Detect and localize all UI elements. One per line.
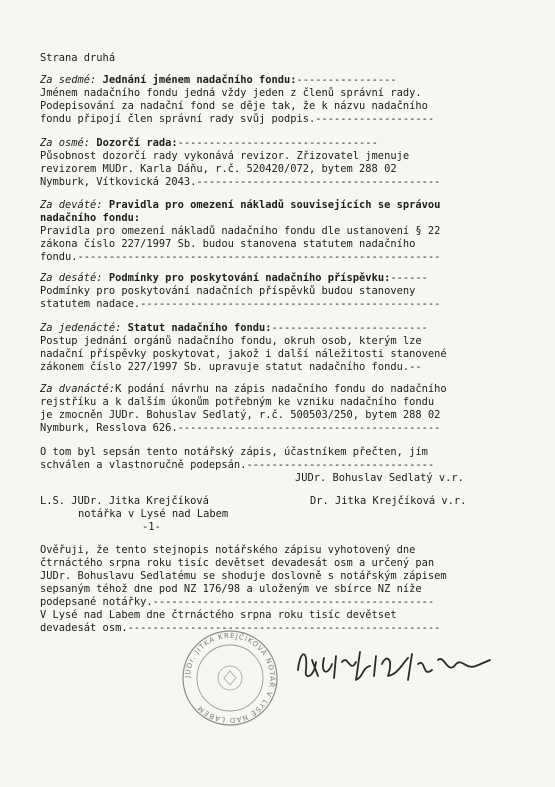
section-9-title: Pravidla pro omezení nákladů souvisejících se správou <box>108 199 441 211</box>
section-7-label: Za sedmé: <box>40 74 97 86</box>
section-7-line-3: fondu připojí člen správní rady svůj podpis.------------------- <box>40 113 435 125</box>
section-12-title: K podání návrhu na zápis nadačního fondu do nadačního <box>115 383 447 395</box>
section-7-line-2: Podepisování za nadační fond se děje tak, že k názvu nadačního <box>40 100 428 112</box>
section-12-line-3: Nymburk, Resslova 626.------------------------------------------ <box>40 422 441 434</box>
closing-line-1: O tom byl sepsán tento notářský zápis, účastníkem přečten, jím <box>40 446 428 458</box>
section-10-line-1: Podmínky pro poskytování nadačních příspěvků budou stanoveny <box>40 285 416 297</box>
verification-line-2: čtrnáctého srpna roku tisíc devětset devadesát osm a určený pan <box>40 557 435 569</box>
verification-line-1: Ověřuji, že tento stejnopis notářského zápisu vyhotovený dne <box>40 544 416 556</box>
verification-line-6: V Lysé nad Labem dne čtrnáctého srpna roku tisíc devětset <box>40 609 397 621</box>
section-12-label: Za dvanácté: <box>40 383 116 395</box>
verification-line-4: sepsaným téhož dne pod NZ 176/98 a uloženým ve sbírce NZ níže <box>40 583 422 595</box>
section-12-line-2: je zmocněn JUDr. Bohuslav Sedlatý, r.č. 500503/250, bytem 288 02 <box>40 409 441 421</box>
section-8-title: Dozorčí rada: <box>96 137 178 149</box>
section-11-line-3: zákonem číslo 227/1997 Sb. upravuje statut nadačního fondu.-- <box>40 361 422 373</box>
section-8-line-2: revizorem MUDr. Karla Dáňu, r.č. 520420/072, bytem 288 02 <box>40 163 397 175</box>
section-12-line-1: rejstříku a k dalším úkonům potřebným ke vzniku nadačního fondu <box>40 396 435 408</box>
verification-line-5: podepsané notářky.--------------------------------------------- <box>40 596 435 608</box>
section-10-label: Za desáté: <box>40 272 103 284</box>
section-12-heading <box>40 383 526 396</box>
verification-line-3: JUDr. Bohuslavu Sedlatému se shoduje doslovně s notářským zápisem <box>40 570 447 582</box>
section-11-title: Statut nadačního fondu: <box>127 322 272 334</box>
section-11-line-1: Postup jednání orgánů nadačního fondu, okruh osob, kterým lze <box>40 335 422 347</box>
signature-left-2: notářka v Lysé nad Labem <box>78 508 229 520</box>
page-number: -1- <box>142 521 161 533</box>
section-10-heading: Za desáté: Podmínky pro poskytování nadačního příspěvku:------ <box>40 272 428 284</box>
closing-signer: JUDr. Bohuslav Sedlatý v.r. <box>295 472 464 484</box>
section-9-line-1: Pravidla pro omezení nákladů nadačního fondu dle ustanovení § 22 <box>40 225 441 237</box>
closing-line-2: schválen a vlastnoručně podepsán.------------------------------ <box>40 459 435 471</box>
verification-line-7: devadesát osm.-------------------------------------------------- <box>40 622 441 634</box>
section-9-line-2: zákona číslo 227/1997 Sb. budou stanovena statutem nadačního <box>40 238 416 250</box>
signature-right: Dr. Jitka Krejčíková v.r. <box>310 495 467 507</box>
section-9-title-cont: nadačního fondu: <box>40 212 141 224</box>
page-label: Strana druhá <box>40 52 116 64</box>
section-10-title: Podmínky pro poskytování nadačního příspěvku: <box>108 272 391 284</box>
stamp-text: JUDr. JITKA KREJČÍKOVÁ NOTÁŘ V LYSÉ NAD LABEM <box>183 631 277 725</box>
section-11-heading: Za jedenácté: Statut nadačního fondu:------------------------- <box>40 322 428 334</box>
section-11-label: Za jedenácté: <box>40 322 122 334</box>
section-7-heading: Za sedmé: Jednání jménem nadačního fondu:---------------- <box>40 74 397 86</box>
section-8-line-3: Nymburk, Vítkovická 2043.--------------------------------------- <box>40 176 441 188</box>
section-11-line-2: nadační příspěvky poskytovat, jakož i další náležitosti stanovené <box>40 348 447 360</box>
section-7-title: Jednání jménem nadačního fondu: <box>102 74 297 86</box>
handwritten-signature <box>290 640 500 690</box>
section-9-label: Za deváté: <box>40 199 103 211</box>
section-8-line-1: Působnost dozorčí rady vykonává revizor. Zřizovatel jmenuje <box>40 150 410 162</box>
section-9-line-3: fondu.---------------------------------------------------------- <box>40 251 441 263</box>
section-9-heading <box>40 199 526 212</box>
section-10-line-2: statutem nadace.------------------------------------------------ <box>40 298 441 310</box>
signature-left-1: L.S. JUDr. Jitka Krejčíková <box>40 495 209 507</box>
section-8-label: Za osmé: <box>40 137 91 149</box>
section-8-heading: Za osmé: Dozorčí rada:-------------------------------- <box>40 137 378 149</box>
notary-stamp <box>180 628 280 728</box>
section-7-line-1: Jménem nadačního fondu jedná vždy jeden z členů správní rady. <box>40 87 422 99</box>
